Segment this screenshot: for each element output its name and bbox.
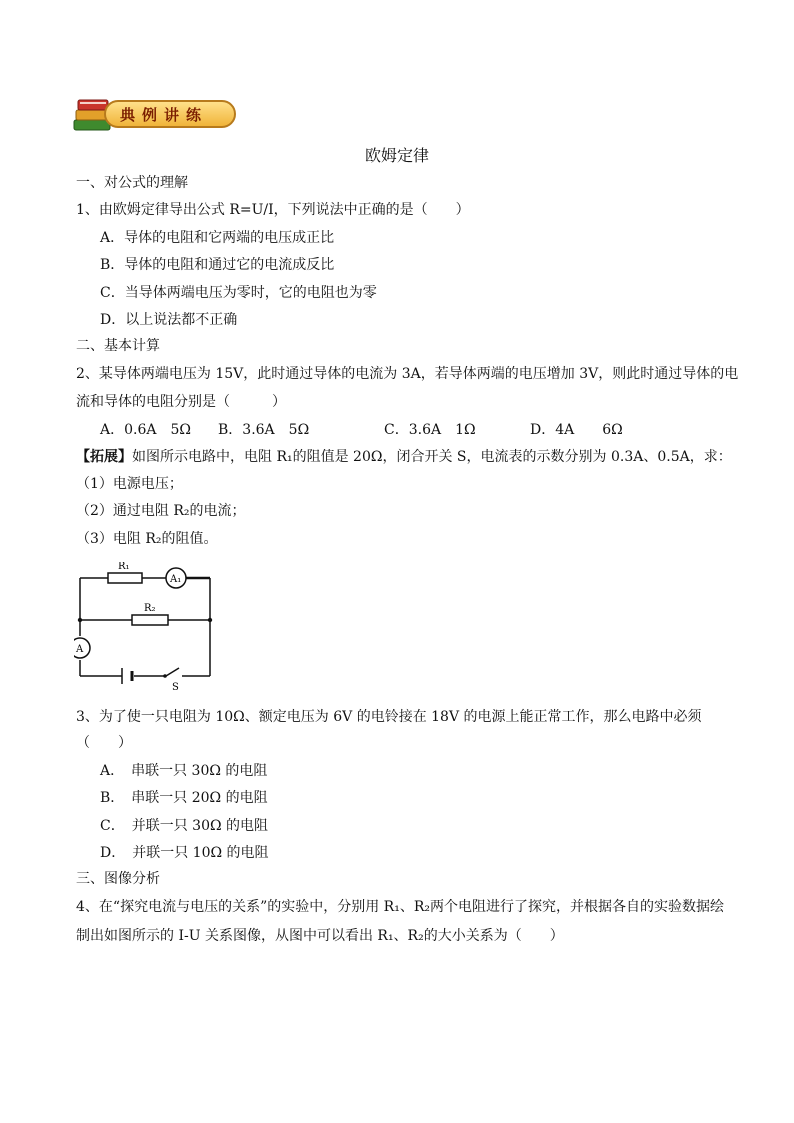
section-banner: [72, 96, 237, 134]
section-heading-2: 二、基本计算: [76, 338, 160, 354]
a-label: A: [76, 644, 84, 655]
switch-pivot: [163, 674, 167, 678]
banner-label: 典例讲练: [120, 106, 209, 124]
page-title: 欧姆定律: [364, 146, 429, 165]
s-label: S: [172, 682, 179, 692]
question-3-option-c: C． 并联一只 30Ω 的电阻: [100, 818, 269, 834]
question-3-option-d: D． 并联一只 10Ω 的电阻: [100, 845, 269, 861]
extension-item-3: （3）电阻 R₂的阻值。: [76, 531, 218, 547]
question-3-option-a: A． 串联一只 30Ω 的电阻: [100, 763, 268, 779]
junction-left: [78, 618, 82, 622]
question-4-stem-line1: 4、在“探究电流与电压的关系”的实验中，分别用 R₁、R₂两个电阻进行了探究，并根据各自的实验数据绘: [76, 899, 724, 915]
question-1-option-c: C．当导体两端电压为零时，它的电阻也为零: [100, 285, 377, 301]
r2-label: R₂: [144, 603, 156, 614]
resistor-r2: [132, 615, 168, 625]
question-3-option-b: B． 串联一只 20Ω 的电阻: [100, 790, 268, 806]
question-1-option-b: B．导体的电阻和通过它的电流成反比: [100, 257, 335, 273]
extension-item-1: （1）电源电压；: [76, 476, 183, 492]
extension-item-2: （2）通过电阻 R₂的电流；: [76, 503, 246, 519]
banner-bar: [104, 100, 236, 128]
question-2-stem-line2: 流和导体的电阻分别是（ ）: [76, 394, 286, 410]
question-1-option-a: A．导体的电阻和它两端的电压成正比: [100, 230, 335, 246]
section-heading-3: 三、图像分析: [76, 871, 160, 887]
question-3-stem-line1: 3、为了使一只电阻为 10Ω、额定电压为 6V 的电铃接在 18V 的电源上能正常工作，那么电路中必须: [76, 709, 702, 725]
question-2-stem-line1: 2、某导体两端电压为 15V，此时通过导体的电流为 3A，若导体两端的电压增加 3V，则此时通过导体的电: [76, 366, 739, 382]
r1-label: R₁: [118, 562, 130, 572]
a1-label: A₁: [170, 574, 182, 585]
extension-tag: 【拓展】: [76, 449, 132, 465]
circuit-diagram: [74, 562, 220, 692]
question-2-option-d: D．4A 6Ω: [530, 422, 623, 438]
question-4-stem-line2: 制出如图所示的 I-U 关系图像，从图中可以看出 R₁、R₂的大小关系为（ ）: [76, 928, 564, 944]
extension-stem: [76, 447, 732, 467]
question-1-stem: 1、由欧姆定律导出公式 R=U/I，下列说法中正确的是（ ）: [76, 202, 470, 218]
section-heading-1: 一、对公式的理解: [76, 175, 188, 191]
question-2-option-a: A．0.6A 5Ω: [100, 422, 191, 438]
question-2-option-b: B．3.6A 5Ω: [218, 422, 310, 438]
question-2-option-c: C．3.6A 1Ω: [384, 422, 476, 438]
resistor-r1: [108, 573, 142, 583]
extension-text: 如图所示电路中，电阻 R₁的阻值是 20Ω，闭合开关 S，电流表的示数分别为 0.3A、0.5A，求：: [132, 449, 732, 465]
junction-right: [208, 618, 212, 622]
question-1-option-d: D．以上说法都不正确: [100, 312, 238, 328]
question-3-stem-line2: （ ）: [76, 735, 132, 751]
